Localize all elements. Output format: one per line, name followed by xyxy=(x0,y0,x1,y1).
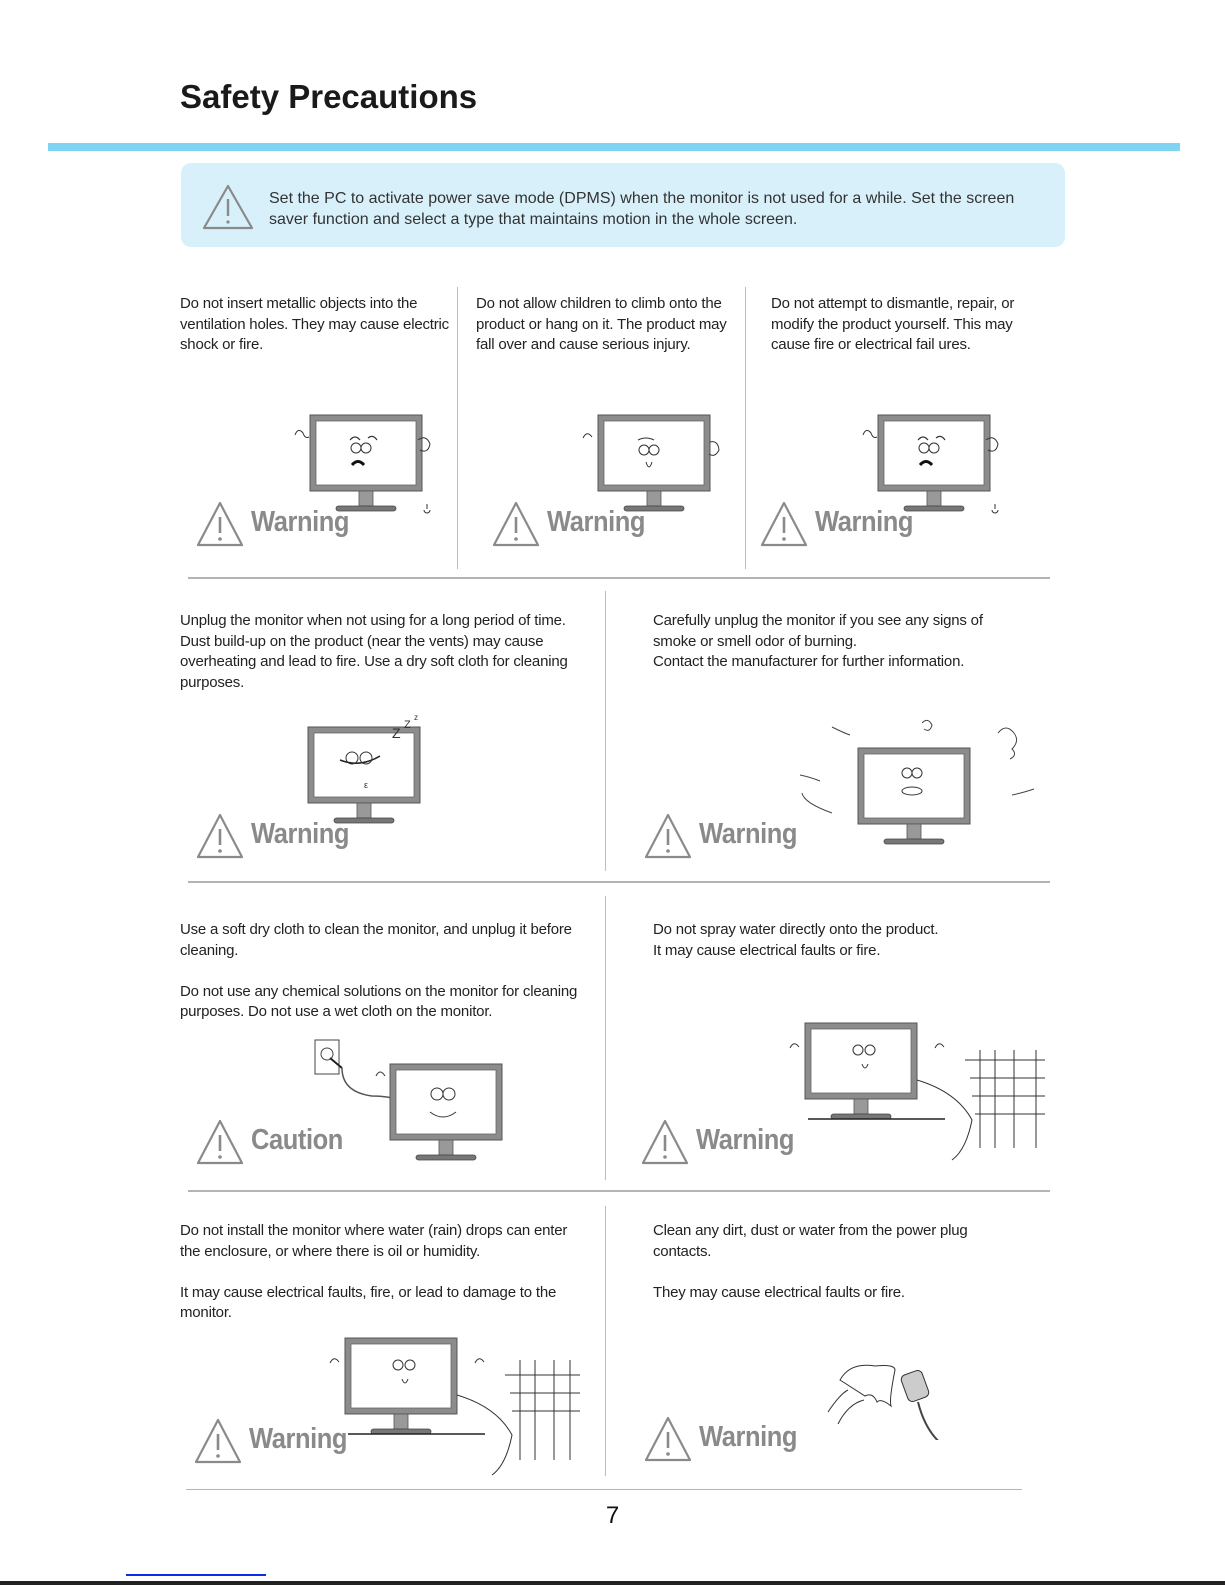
precaution-text: Do not insert metallic objects into the ventilation holes. They may cause electric shock or fire. xyxy=(180,295,449,353)
warning-triangle-icon xyxy=(201,183,255,231)
column-divider xyxy=(605,1206,606,1476)
warning-badge: Warning xyxy=(196,812,396,866)
caution-badge: Caution xyxy=(196,1118,396,1172)
precaution-text: Unplug the monitor when not using for a long period of time. Dust build-up on the product (near the vents) may cause overheating and lead to fire. Use a dry soft cloth for cleaning purposes. xyxy=(180,612,568,691)
warning-badge: Warning xyxy=(760,500,960,554)
row-divider xyxy=(188,577,1050,579)
precaution-text: Do not allow children to climb onto the product or hang on it. The product may fall over and cause serious injury. xyxy=(476,295,727,353)
precaution-text: Clean any dirt, dust or water from the power plug contacts. They may cause electrical faults or fire. xyxy=(653,1222,968,1301)
row-divider xyxy=(188,1190,1050,1192)
warning-triangle-icon xyxy=(644,1415,694,1465)
warning-triangle-icon xyxy=(644,812,694,862)
svg-text:z: z xyxy=(414,713,418,722)
title-accent-rule xyxy=(48,143,1180,151)
precaution-text: Do not install the monitor where water (rain) drops can enter the enclosure, or where there is oil or humidity. It may cause electrical faults, fire, or lead to damage to the monitor. xyxy=(180,1222,568,1321)
column-divider xyxy=(605,896,606,1180)
warning-badge: Warning xyxy=(194,1417,394,1471)
warning-triangle-icon xyxy=(760,500,810,550)
warning-badge: Warning xyxy=(641,1118,841,1172)
precaution-text: Use a soft dry cloth to clean the monitor, and unplug it before cleaning. Do not use any chemical solutions on the monitor for cleaning purposes. Do not use a wet cloth on the monitor. xyxy=(180,921,578,1020)
warning-triangle-icon xyxy=(196,812,246,862)
warning-badge: Warning xyxy=(644,1415,844,1469)
link-underline xyxy=(126,1574,266,1576)
warning-triangle-icon xyxy=(641,1118,691,1168)
warning-triangle-icon xyxy=(492,500,542,550)
precaution-text: Do not spray water directly onto the product. It may cause electrical faults or fire. xyxy=(653,921,939,959)
warning-triangle-icon xyxy=(194,1417,244,1467)
warning-badge: Warning xyxy=(644,812,844,866)
warning-badge: Warning xyxy=(492,500,692,554)
precaution-text: Do not attempt to dismantle, repair, or modify the product yourself. This may cause fire or electrical fail ures. xyxy=(771,295,1015,353)
column-divider xyxy=(605,591,606,871)
page-number: 7 xyxy=(605,1502,620,1529)
row-divider xyxy=(188,881,1050,883)
column-divider xyxy=(745,287,746,569)
svg-text:Z: Z xyxy=(392,725,401,741)
bottom-edge xyxy=(0,1581,1225,1585)
notice-text: Set the PC to activate power save mode (DPMS) when the monitor is not used for a while. Set the screen saver function and select a type that maintains motion in the whole screen. xyxy=(269,190,1015,228)
column-divider xyxy=(457,287,458,569)
precaution-text: Carefully unplug the monitor if you see any signs of smoke or smell odor of burning. Contact the manufacturer for further information. xyxy=(653,612,983,670)
svg-text:Z: Z xyxy=(404,719,411,731)
warning-badge: Warning xyxy=(196,500,396,554)
warning-triangle-icon xyxy=(196,500,246,550)
sleeping-monitor-illustration xyxy=(300,700,460,830)
notice-box xyxy=(181,163,1065,247)
svg-text:ε: ε xyxy=(364,780,369,790)
row-divider xyxy=(186,1489,1022,1490)
warning-triangle-icon xyxy=(196,1118,246,1168)
page-title: Safety Precautions xyxy=(180,78,478,115)
